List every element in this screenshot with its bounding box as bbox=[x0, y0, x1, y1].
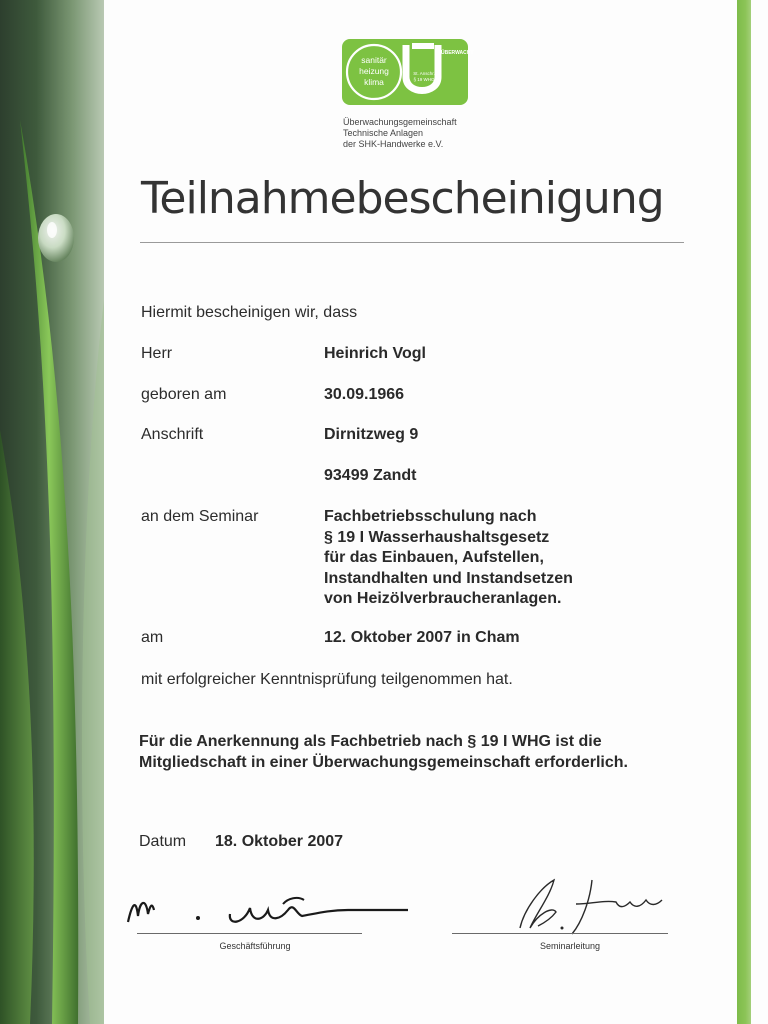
organization-line: Überwachungsgemeinschaft bbox=[343, 117, 457, 127]
logo-badge-line-1: ÜBERWACHT bbox=[441, 50, 474, 56]
title-divider bbox=[140, 242, 684, 243]
seminar-date-label: am bbox=[141, 629, 164, 646]
signature-left bbox=[118, 880, 418, 940]
birthdate-value: 30.09.1966 bbox=[324, 386, 405, 403]
signature-caption-left: Geschäftsführung bbox=[219, 941, 291, 951]
result-text: mit erfolgreicher Kenntnisprüfung teilgenommen hat. bbox=[141, 671, 513, 688]
logo-badge-line-3: § 19 WHG bbox=[413, 77, 435, 82]
logo-badge-line-2: St. Anschr. bbox=[413, 71, 435, 76]
address-label: Anschrift bbox=[141, 426, 204, 443]
address-street: Dirnitzweg 9 bbox=[324, 426, 419, 443]
right-accent-stripe bbox=[737, 0, 751, 1024]
grass-decoration bbox=[0, 0, 104, 1024]
logo-circle-line-3: klima bbox=[364, 77, 384, 87]
address-city: 93499 Zandt bbox=[324, 467, 417, 484]
name-value: Heinrich Vogl bbox=[324, 345, 426, 362]
shk-logo bbox=[342, 39, 474, 105]
seminar-line: von Heizölverbraucheranlagen. bbox=[324, 590, 562, 607]
logo-circle-line-2: heizung bbox=[359, 66, 389, 76]
date-value: 18. Oktober 2007 bbox=[215, 833, 344, 850]
note-line: Mitgliedschaft in einer Überwachungsgemeinschaft erforderlich. bbox=[139, 753, 628, 771]
birthdate-label: geboren am bbox=[141, 386, 227, 403]
seminar-line: für das Einbauen, Aufstellen, bbox=[324, 549, 544, 566]
logo-circle-line-1: sanitär bbox=[361, 55, 387, 65]
signature-line-right bbox=[452, 933, 668, 934]
signature-caption-right: Seminarleitung bbox=[539, 941, 601, 951]
seminar-description bbox=[324, 507, 573, 610]
note-line: Für die Anerkennung als Fachbetrieb nach § 19 I WHG ist die bbox=[139, 733, 602, 750]
seminar-line: § 19 I Wasserhaushaltsgesetz bbox=[324, 528, 550, 546]
seminar-line: Fachbetriebsschulung nach bbox=[324, 508, 537, 525]
herr-label: Herr bbox=[141, 345, 173, 362]
seminar-date-value: 12. Oktober 2007 in Cham bbox=[324, 629, 520, 646]
water-drop bbox=[38, 214, 74, 262]
intro-text: Hiermit bescheinigen wir, dass bbox=[141, 304, 358, 321]
organization-line: Technische Anlagen bbox=[343, 128, 424, 138]
organization-line: der SHK-Handwerke e.V. bbox=[343, 139, 444, 149]
organization-name bbox=[343, 117, 457, 150]
document-title: Teilnahmebescheinigung bbox=[141, 173, 664, 224]
signature-line-left bbox=[137, 933, 362, 934]
signature-right bbox=[480, 870, 680, 940]
recognition-note bbox=[139, 732, 628, 773]
seminar-label: an dem Seminar bbox=[141, 508, 259, 525]
seminar-line: Instandhalten und Instandsetzen bbox=[324, 569, 573, 587]
date-label: Datum bbox=[139, 833, 187, 850]
